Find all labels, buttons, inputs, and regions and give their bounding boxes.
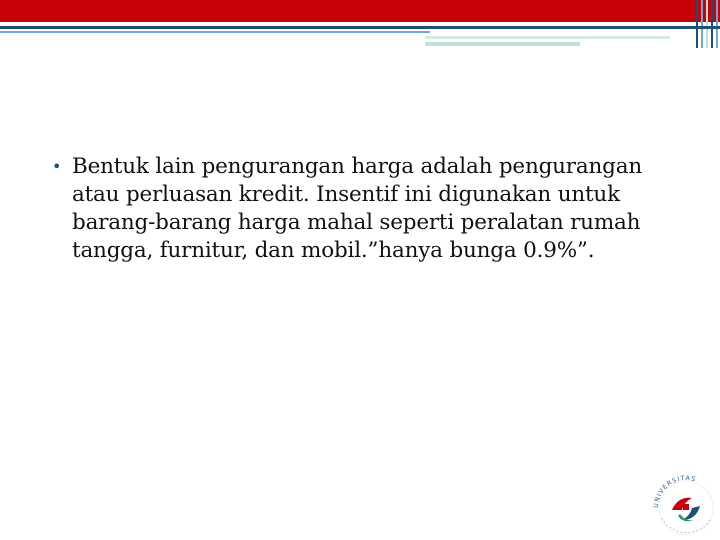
bullet-dot-icon: • [52, 157, 62, 176]
header-rule-dark [0, 26, 720, 29]
banner-stripes-decoration [692, 0, 720, 48]
header-rule-blue [0, 31, 430, 33]
bullet-text: Bentuk lain pengurangan harga adalah pengurangan atau perluasan kredit. Insentif ini digunakan untuk barang-barang harga mahal seperti peralatan rumah tangga, furnitur, dan mobil.”hanya bunga 0.9%”. [72, 154, 642, 263]
top-banner [0, 0, 720, 22]
slide-body [50, 153, 670, 265]
header-rule-green [425, 42, 580, 46]
bullet-item [50, 153, 670, 265]
header-rule-green-light [425, 36, 670, 39]
university-logo [648, 458, 720, 540]
svg-text:UNIVERSITAS: UNIVERSITAS [652, 474, 698, 509]
